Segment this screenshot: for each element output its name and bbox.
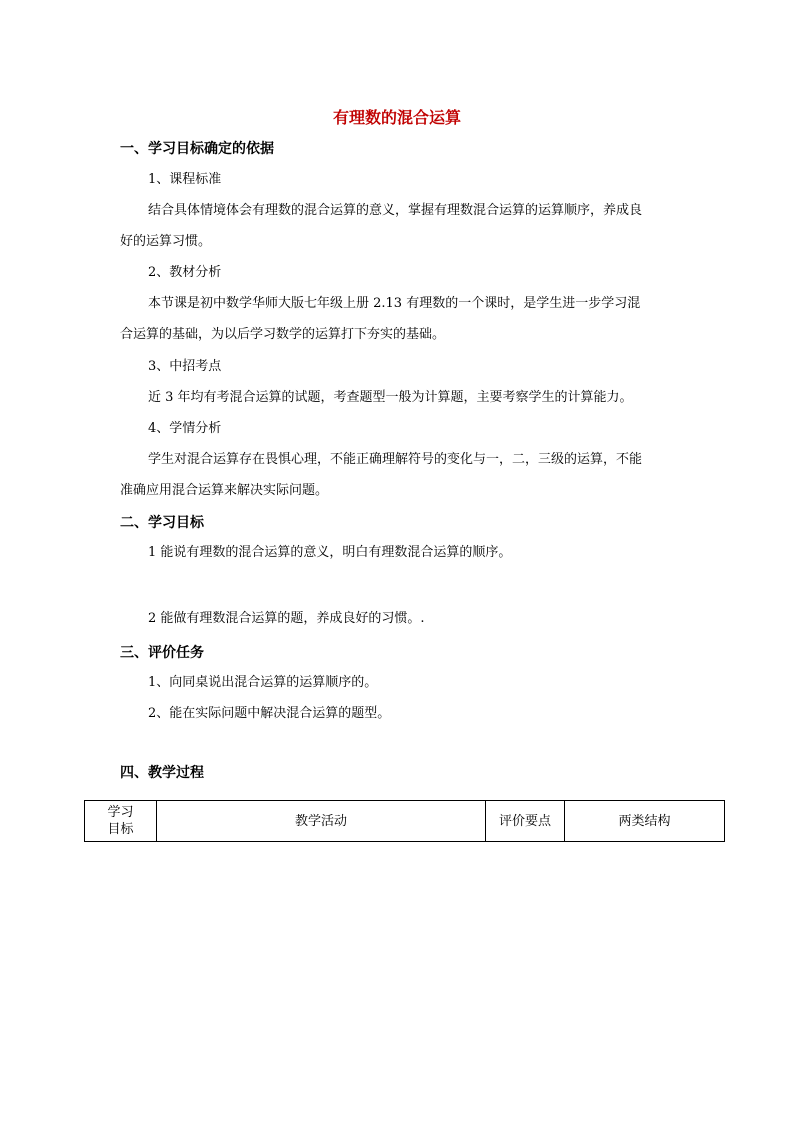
paragraph-curriculum-line-2: 好的运算习惯。	[120, 234, 212, 249]
subheading-textbook-analysis: 2、教材分析	[148, 265, 222, 280]
paragraph-student-line-1: 学生对混合运算存在畏惧心理，不能正确理解符号的变化与一，二，三级的运算，不能	[148, 452, 643, 467]
header-learning-goal-line-2: 目标	[107, 822, 134, 837]
paragraph-textbook-line-1: 本节课是初中数学华师大版七年级上册 2.13 有理数的一个课时，是学生进一步学习混	[148, 296, 641, 311]
header-learning-goal	[85, 801, 157, 842]
header-learning-goal-line-1: 学习	[107, 805, 134, 820]
document-title: 有理数的混合运算	[332, 108, 461, 127]
teaching-process-table	[84, 800, 725, 842]
subheading-curriculum-standard: 1、课程标准	[148, 172, 222, 187]
header-teaching-activity: 教学活动	[157, 801, 486, 842]
section-4-heading: 四、教学过程	[120, 765, 204, 781]
table-header-row	[85, 801, 725, 842]
header-evaluation-points: 评价要点	[486, 801, 565, 842]
section-1-heading: 一、学习目标确定的依据	[120, 141, 274, 157]
learning-goal-1: 1 能说有理数的混合运算的意义，明白有理数混合运算的顺序。	[148, 545, 512, 560]
subheading-student-analysis: 4、学情分析	[148, 421, 222, 436]
section-2-heading: 二、学习目标	[120, 515, 204, 531]
assessment-task-1: 1、向同桌说出混合运算的运算顺序的。	[148, 675, 378, 690]
paragraph-curriculum-line-1: 结合具体情境体会有理数的混合运算的意义，掌握有理数混合运算的运算顺序，养成良	[148, 203, 643, 218]
paragraph-textbook-line-2: 合运算的基础，为以后学习数学的运算打下夯实的基础。	[120, 327, 446, 342]
paragraph-exam-points: 近 3 年均有考混合运算的试题，考查题型一般为计算题，主要考察学生的计算能力。	[148, 390, 633, 405]
section-3-heading: 三、评价任务	[120, 645, 204, 661]
header-two-structures: 两类结构	[565, 801, 725, 842]
paragraph-student-line-2: 准确应用混合运算来解决实际问题。	[120, 483, 329, 498]
assessment-task-2: 2、能在实际问题中解决混合运算的题型。	[148, 706, 391, 721]
learning-goal-2: 2 能做有理数混合运算的题，养成良好的习惯。.	[148, 611, 425, 626]
subheading-exam-points: 3、中招考点	[148, 359, 222, 374]
